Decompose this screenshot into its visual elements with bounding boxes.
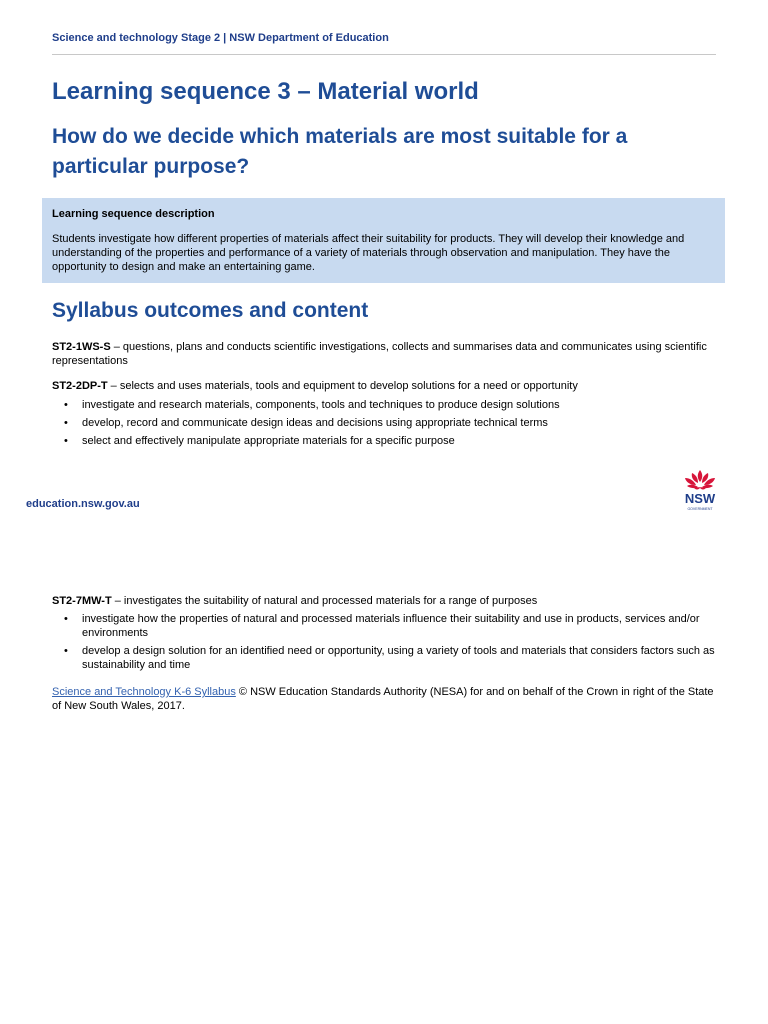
learning-sequence-description-box (42, 198, 725, 283)
page-header: Science and technology Stage 2 | NSW Department of Education (52, 32, 389, 44)
page-subtitle: How do we decide which materials are most suitable for a particular purpose? (52, 125, 628, 178)
bullet-icon: • (64, 399, 68, 411)
outcome-st2-7mw-t-content-list (52, 612, 716, 676)
list-item (52, 434, 716, 448)
list-item (52, 416, 716, 430)
outcome-code: ST2-2DP-T (52, 380, 108, 392)
outcome-text: – selects and uses materials, tools and equipment to develop solutions for a need or opportunity (107, 380, 578, 392)
bullet-icon: • (64, 645, 68, 657)
list-item-text: investigate how the properties of natural and processed materials influence their suitability and use in products, services and/or environments (82, 613, 700, 639)
description-text: Students investigate how different properties of materials affect their suitability for products. They will develop their knowledge and understanding of the properties and performance of a variety of materials through observation and manipulation. They have the opportunity to design and make an entertaining game. (52, 233, 685, 273)
outcome-st2-2dp-t-content-list (52, 398, 716, 452)
outcome-text: – investigates the suitability of natural and processed materials for a range of purposes (111, 595, 538, 607)
outcome-st2-1ws-s (52, 340, 716, 368)
bullet-icon: • (64, 435, 68, 447)
syllabus-link[interactable]: Science and Technology K-6 Syllabus (52, 686, 236, 698)
header-divider (52, 54, 716, 55)
outcome-st2-2dp-t (52, 379, 716, 393)
list-item (52, 398, 716, 412)
outcome-code: ST2-1WS-S (52, 341, 111, 353)
list-item-text: investigate and research materials, components, tools and techniques to produce design solutions (82, 399, 560, 411)
list-item-text: select and effectively manipulate appropriate materials for a specific purpose (82, 435, 455, 447)
list-item (52, 644, 716, 672)
syllabus-credit (52, 685, 716, 713)
outcome-code: ST2-7MW-T (52, 595, 112, 607)
bullet-icon: • (64, 417, 68, 429)
list-item-text: develop a design solution for an identified need or opportunity, using a variety of tools and materials that considers factors such as sustainability and time (82, 645, 715, 671)
outcome-text: – questions, plans and conducts scientific investigations, collects and summarises data and communicates using scientific representations (52, 341, 707, 367)
syllabus-heading: Syllabus outcomes and content (52, 299, 369, 322)
svg-text:GOVERNMENT: GOVERNMENT (687, 507, 713, 511)
list-item-text: develop, record and communicate design ideas and decisions using appropriate technical terms (82, 417, 548, 429)
page-title: Learning sequence 3 – Material world (52, 78, 479, 105)
svg-text:NSW: NSW (684, 491, 716, 506)
footer-url: education.nsw.gov.au (26, 498, 140, 510)
bullet-icon: • (64, 613, 68, 625)
description-heading: Learning sequence description (52, 208, 215, 220)
credit-text: © NSW Education Standards Authority (NESA) for and on behalf of the Crown in right of the State of New South Wales, 2017. (52, 686, 714, 712)
nsw-government-logo (678, 468, 722, 512)
waratah-icon (678, 468, 722, 512)
outcome-st2-7mw-t (52, 594, 716, 608)
list-item (52, 612, 716, 640)
